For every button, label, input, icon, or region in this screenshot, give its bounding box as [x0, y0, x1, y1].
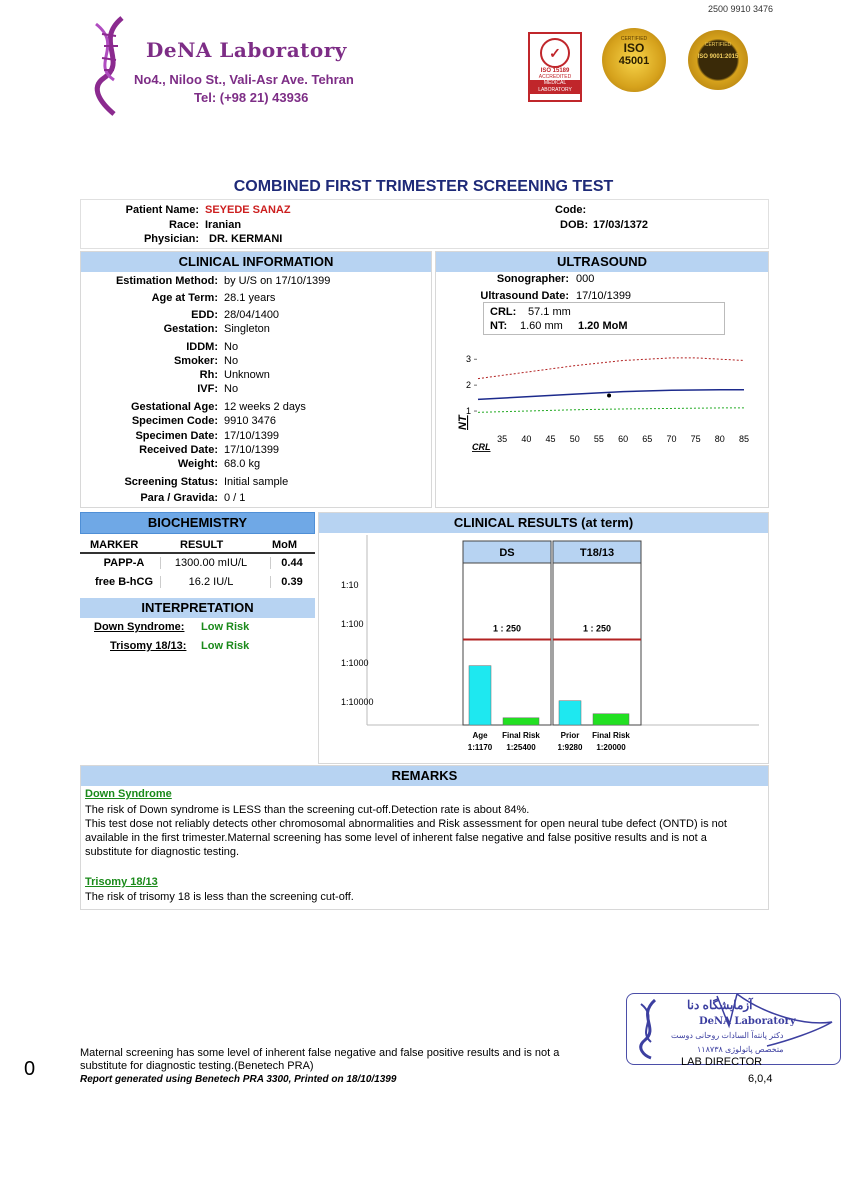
risk-bar — [593, 714, 629, 725]
clinical-label: Gestational Age: — [131, 401, 218, 413]
remarks-header: REMARKS — [81, 766, 768, 786]
biochem-result: 16.2 IU/L — [160, 576, 261, 588]
col-result: RESULT — [180, 539, 224, 551]
clinical-value: 17/10/1399 — [224, 444, 280, 456]
footer-disclaimer-2: substitute for diagnostic testing.(Benetech PRA) — [80, 1060, 314, 1072]
clinical-value: by U/S on 17/10/1399 — [224, 275, 331, 287]
nt-x-tick: 40 — [521, 434, 532, 444]
risk-bar-label: Age — [472, 731, 488, 740]
ds-label: Down Syndrome: — [94, 621, 185, 633]
risk-cutoff-label: 1 : 250 — [492, 623, 522, 634]
sonographer: 000 — [576, 273, 595, 285]
sonographer-label: Sonographer: — [496, 273, 569, 285]
nt-series-upper — [478, 358, 744, 379]
dna-logo-icon — [84, 16, 134, 116]
nt-x-tick: 50 — [569, 434, 580, 444]
col-marker: MARKER — [90, 539, 139, 551]
biochem-panel — [80, 512, 315, 762]
ultrasound-date: 17/10/1399 — [576, 290, 632, 302]
clinical-value: 17/10/1399 — [224, 430, 280, 442]
clinical-value: 28.1 years — [224, 292, 276, 304]
crl-label: CRL: — [490, 306, 517, 318]
clinical-value: No — [224, 355, 239, 367]
report-code: 2500 9910 3476 — [708, 4, 774, 14]
nt-chart — [436, 350, 768, 456]
biochem-row — [80, 556, 315, 574]
risk-y-tick: 1:10 — [341, 580, 359, 590]
patient-name-label: Patient Name: — [125, 204, 199, 216]
remarks-ds-text1: The risk of Down syndrome is LESS than the screening cut-off.Detection rate is about 84%. — [85, 804, 530, 816]
clinical-value: 12 weeks 2 days — [224, 401, 306, 413]
clinical-value: 68.0 kg — [224, 458, 261, 470]
risk-cutoff-label: 1 : 250 — [582, 623, 612, 634]
clinical-label: Specimen Code: — [131, 415, 218, 427]
risk-group-title: DS — [499, 547, 515, 559]
lab-name: DeNA Laboratory — [146, 38, 347, 62]
clinical-label: EDD: — [191, 309, 218, 321]
nt-x-tick: 55 — [593, 434, 604, 444]
race: Iranian — [205, 219, 242, 231]
nt-x-tick: 65 — [642, 434, 653, 444]
clinical-value: No — [224, 341, 239, 353]
race-label: Race: — [169, 219, 199, 231]
clinical-value: Unknown — [224, 369, 270, 381]
stamp-dna-icon — [633, 998, 663, 1060]
risk-y-tick: 1:10000 — [341, 697, 374, 707]
biochem-mom: 0.39 — [270, 576, 313, 588]
risk-y-tick: 1:1000 — [341, 658, 369, 668]
clinical-label: Para / Gravida: — [140, 492, 218, 504]
clinical-label: Received Date: — [139, 444, 218, 456]
clinical-results-panel — [318, 512, 769, 764]
crl-value: 57.1 mm — [528, 306, 571, 318]
t18-risk: Low Risk — [201, 640, 250, 652]
clinical-label: Specimen Date: — [135, 430, 218, 442]
clinical-info-header: CLINICAL INFORMATION — [81, 252, 431, 272]
remarks-ds-title: Down Syndrome — [85, 788, 172, 800]
nt-series-median — [478, 390, 744, 400]
nt-x-tick: 80 — [714, 434, 725, 444]
patient-block — [80, 199, 769, 249]
clinical-label: Rh: — [199, 369, 218, 381]
nt-y-tick: 1 — [466, 406, 472, 417]
clinical-results-header: CLINICAL RESULTS (at term) — [319, 513, 768, 533]
risk-bar-value: 1:9280 — [557, 743, 583, 752]
clinical-value: 28/04/1400 — [224, 309, 280, 321]
risk-chart — [319, 535, 768, 761]
ultrasound-header: ULTRASOUND — [436, 252, 768, 272]
nt-x-tick: 70 — [666, 434, 677, 444]
interpretation-header: INTERPRETATION — [80, 598, 315, 618]
lab-logo — [84, 16, 134, 116]
clinical-value: 0 / 1 — [224, 492, 246, 504]
lab-director-label: LAB DIRECTOR — [681, 1056, 763, 1068]
clinical-label: IDDM: — [186, 341, 218, 353]
t18-label: Trisomy 18/13: — [110, 640, 187, 652]
clinical-value: No — [224, 383, 239, 395]
risk-bar — [469, 666, 491, 725]
risk-bar-label: Final Risk — [502, 731, 540, 740]
clinical-label: Gestation: — [163, 323, 218, 335]
nt-patient-point — [607, 393, 611, 397]
lab-stamp — [626, 993, 841, 1065]
biochem-header: BIOCHEMISTRY — [80, 512, 315, 534]
clinical-value: Singleton — [224, 323, 270, 335]
biochem-row — [80, 575, 315, 593]
physician: DR. KERMANI — [209, 233, 283, 245]
stamp-line1: آزمایشگاه دنا — [687, 998, 753, 1012]
remarks-ds-text2: This test dose not reliably detects other chromosomal abnormalities and Risk assessment for open neural tube defect (ONTD) is not available in the first trimester.Maternal screening has some level of inherent false negative and false positive results and is not a substitute for diagnostic testing. — [85, 818, 727, 858]
clinical-label: Estimation Method: — [115, 275, 218, 287]
stamp-line4: متخصص پاتولوژی ۱۱۸۷۳۸ — [697, 1045, 784, 1054]
dob-label: DOB: — [560, 219, 589, 231]
code-label: Code: — [555, 204, 587, 216]
ultrasound-panel — [435, 251, 769, 508]
col-mom: MoM — [272, 539, 298, 551]
risk-bar-label: Final Risk — [592, 731, 630, 740]
nt-series-lower — [478, 408, 744, 412]
stamp-line2: DeNA Laboratory — [699, 1016, 796, 1027]
ds-risk: Low Risk — [201, 621, 250, 633]
nt-y-tick: 3 — [466, 354, 472, 365]
risk-bar-label: Prior — [560, 731, 580, 740]
remarks-panel — [80, 765, 769, 910]
biochem-marker: PAPP-A — [103, 557, 145, 569]
iso-9001-badge: CERTIFIED ISO 9001:2015 — [688, 30, 748, 90]
biochem-col-headers — [80, 536, 315, 554]
nt-y-axis-label: NT — [457, 415, 469, 430]
iso-15189-badge: ✓ ISO 15189 ACCREDITED MEDICAL LABORATORY — [528, 32, 582, 102]
clinical-label: Smoker: — [173, 355, 218, 367]
nt-y-tick: 2 — [466, 380, 472, 391]
clinical-info-panel — [80, 251, 432, 508]
risk-bar-value: 1:20000 — [596, 743, 626, 752]
nt-value: 1.60 mm — [520, 320, 563, 332]
nt-x-tick: 85 — [738, 434, 750, 444]
risk-bar — [559, 701, 581, 725]
biochem-result: 1300.00 mIU/L — [160, 557, 261, 569]
patient-name: SEYEDE SANAZ — [205, 204, 291, 216]
risk-bar-value: 1:25400 — [506, 743, 536, 752]
footer-generated: Report generated using Benetech PRA 3300, Printed on 18/10/1399 — [80, 1074, 397, 1085]
physician-label: Physician: — [143, 233, 199, 245]
risk-y-tick: 1:100 — [341, 619, 364, 629]
remarks-t18-title: Trisomy 18/13 — [85, 876, 158, 888]
clinical-value: 9910 3476 — [224, 415, 276, 427]
clinical-label: IVF: — [197, 383, 218, 395]
remarks-t18-text: The risk of trisomy 18 is less than the screening cut-off. — [85, 891, 354, 903]
risk-bar-value: 1:1170 — [467, 743, 493, 752]
crl-nt-box — [483, 302, 725, 335]
report-title: COMBINED FIRST TRIMESTER SCREENING TEST — [233, 178, 614, 195]
iso-45001-badge: CERTIFIED ISO 45001 — [602, 28, 666, 92]
clinical-label: Age at Term: — [151, 292, 218, 304]
nt-x-tick: 35 — [497, 434, 508, 444]
ultrasound-date-label: Ultrasound Date: — [480, 290, 569, 302]
clinical-label: Weight: — [177, 458, 218, 470]
version: 6,0,4 — [748, 1073, 773, 1085]
biochem-mom: 0.44 — [270, 557, 313, 569]
clinical-value: Initial sample — [224, 476, 289, 488]
lab-address: No4., Niloo St., Vali-Asr Ave. Tehran — [134, 72, 354, 87]
lab-tel: Tel: (+98 21) 43936 — [194, 90, 309, 105]
nt-x-tick: 45 — [545, 434, 556, 444]
nt-x-tick: 60 — [618, 434, 629, 444]
footer-disclaimer-1: Maternal screening has some level of inherent false negative and false positive results and is not a — [80, 1047, 560, 1059]
nt-x-axis-label: CRL — [472, 442, 491, 452]
page-marker: 0 — [24, 1058, 36, 1080]
stamp-line3: دکتر پانته‌آ السادات روحانی دوست — [671, 1031, 784, 1040]
nt-x-tick: 75 — [690, 434, 701, 444]
clinical-label: Screening Status: — [124, 476, 218, 488]
risk-group-title: T18/13 — [579, 547, 615, 559]
risk-bar — [503, 718, 539, 725]
nt-mom: 1.20 MoM — [578, 320, 628, 332]
nt-label: NT: — [490, 320, 508, 332]
dob: 17/03/1372 — [593, 219, 649, 231]
biochem-marker: free B-hCG — [94, 576, 154, 588]
signature-icon — [707, 986, 837, 1056]
